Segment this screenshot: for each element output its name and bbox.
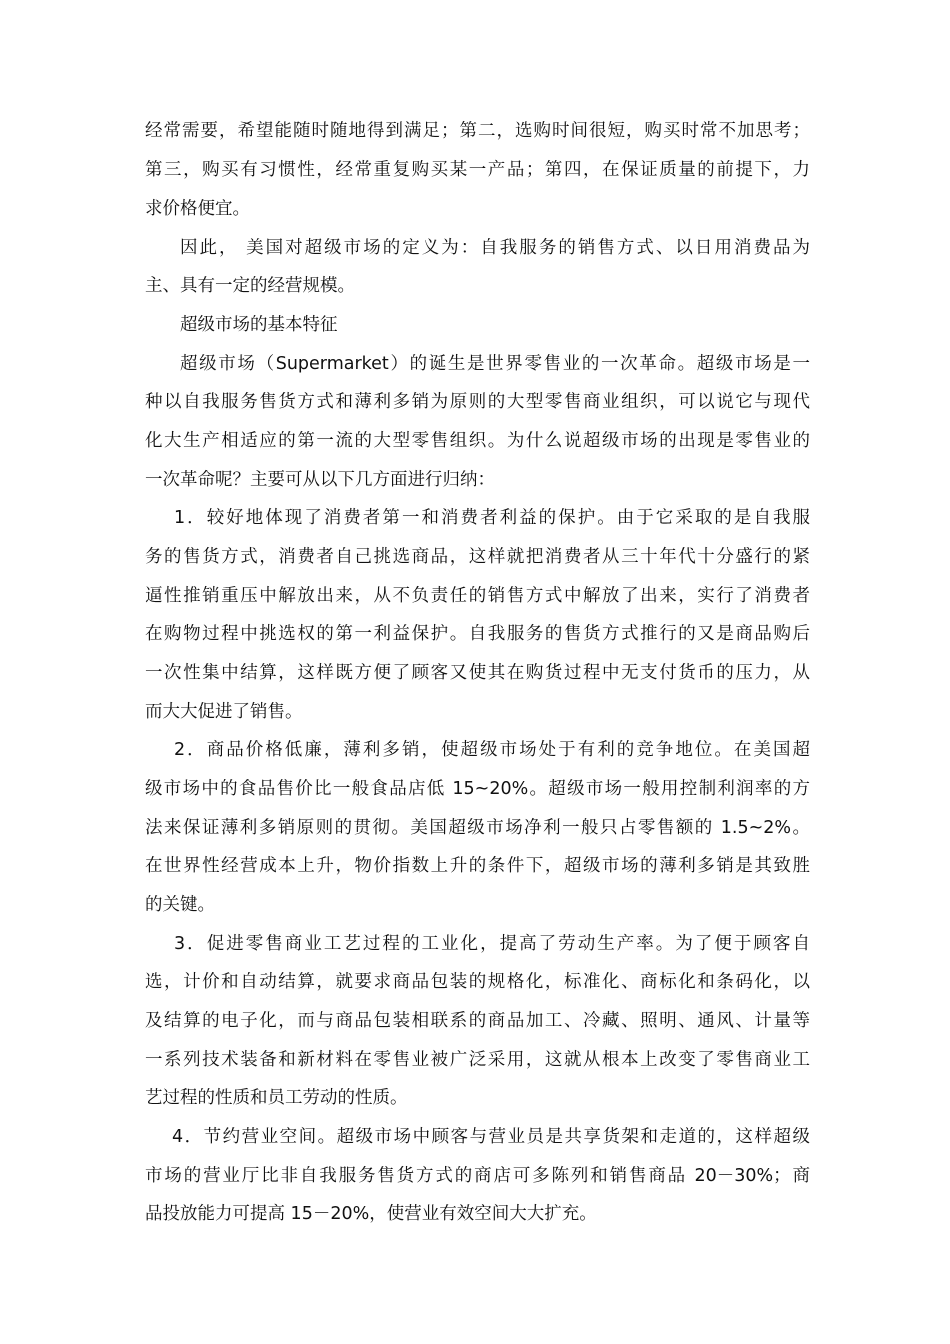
- text-line: 而大大促进了销售。: [145, 702, 303, 722]
- text-line: 一次革命呢？主要可从以下几方面进行归纳：: [145, 470, 495, 490]
- list-item-3-first-line: 3．促进零售商业工艺过程的工业化，提高了劳动生产率。为了便于顾客自: [174, 934, 810, 954]
- list-item-4-first-line: 4．节约营业空间。超级市场中顾客与营业员是共享货架和走道的，这样超级: [172, 1127, 810, 1147]
- text-line: 经常需要，希望能随时随地得到满足；第二，选购时间很短，购买时常不加思考；: [145, 121, 810, 141]
- text-line: 一系列技术装备和新材料在零售业被广泛采用，这就从根本上改变了零售商业工: [145, 1050, 810, 1070]
- paragraph-first-line: 超级市场（Supermarket）的诞生是世界零售业的一次革命。超级市场是一: [180, 354, 810, 374]
- text-line: 种以自我服务售货方式和薄利多销为原则的大型零售商业组织，可以说它与现代: [145, 392, 810, 412]
- text-line: 一次性集中结算，这样既方便了顾客又使其在购货过程中无支付货币的压力，从: [145, 663, 810, 683]
- list-item-1-first-line: 1．较好地体现了消费者第一和消费者利益的保护。由于它采取的是自我服: [174, 508, 810, 528]
- text-line: 市场的营业厅比非自我服务售货方式的商店可多陈列和销售商品 20－30%；商: [145, 1166, 810, 1186]
- text-line: 艺过程的性质和员工劳动的性质。: [145, 1088, 408, 1108]
- text-line: 主、具有一定的经营规模。: [145, 276, 355, 296]
- text-line: 第三，购买有习惯性，经常重复购买某一产品；第四，在保证质量的前提下，力: [145, 160, 810, 180]
- text-line: 逼性推销重压中解放出来，从不负责任的销售方式中解放了出来，实行了消费者: [145, 586, 810, 606]
- text-line: 级市场中的食品售价比一般食品店低 15~20%。超级市场一般用控制利润率的方: [145, 779, 810, 799]
- text-line: 务的售货方式，消费者自己挑选商品，这样就把消费者从三十年代十分盛行的紧: [145, 547, 810, 567]
- text-line: 在购物过程中挑选权的第一利益保护。自我服务的售货方式推行的又是商品购后: [145, 624, 810, 644]
- section-heading: 超级市场的基本特征: [180, 315, 338, 335]
- text-line: 在世界性经营成本上升，物价指数上升的条件下，超级市场的薄利多销是其致胜: [145, 856, 810, 876]
- paragraph-first-line: 因此， 美国对超级市场的定义为：自我服务的销售方式、以日用消费品为: [180, 238, 810, 258]
- text-line: 及结算的电子化，而与商品包装相联系的商品加工、冷藏、照明、通风、计量等: [145, 1011, 810, 1031]
- text-line: 品投放能力可提高 15－20%，使营业有效空间大大扩充。: [145, 1204, 597, 1224]
- text-line: 选，计价和自动结算，就要求商品包装的规格化，标准化、商标化和条码化，以: [145, 972, 810, 992]
- text-line: 求价格便宜。: [145, 199, 250, 219]
- text-line: 法来保证薄利多销原则的贯彻。美国超级市场净利一般只占零售额的 1.5~2%。: [145, 818, 810, 838]
- text-line: 的关键。: [145, 895, 215, 915]
- text-line: 化大生产相适应的第一流的大型零售组织。为什么说超级市场的出现是零售业的: [145, 431, 810, 451]
- list-item-2-first-line: 2．商品价格低廉，薄利多销，使超级市场处于有利的竞争地位。在美国超: [174, 740, 810, 760]
